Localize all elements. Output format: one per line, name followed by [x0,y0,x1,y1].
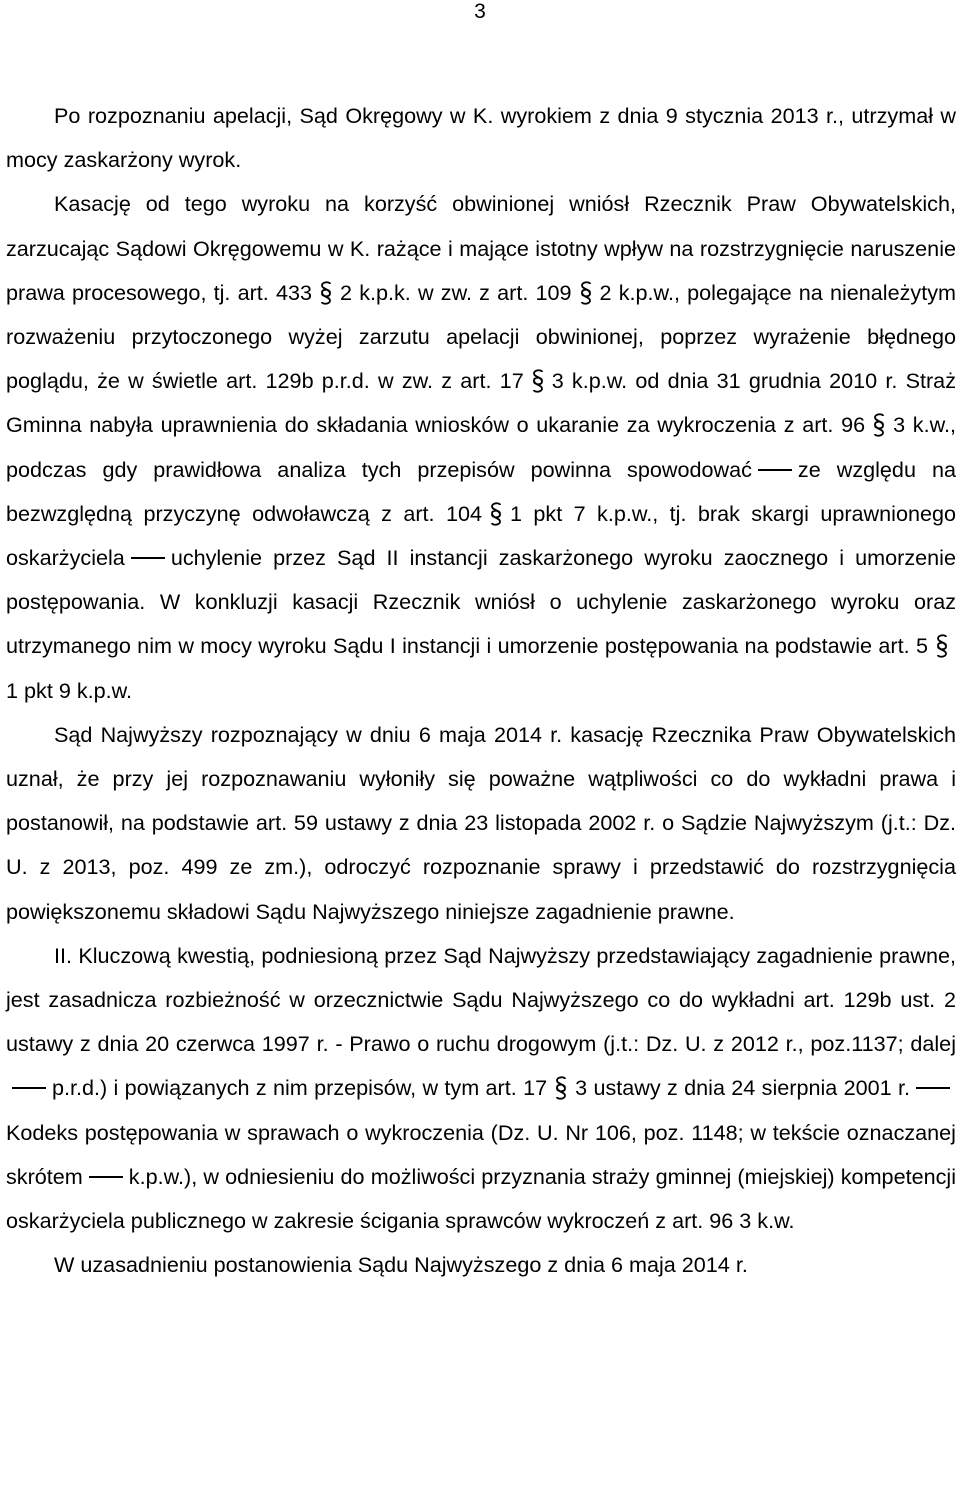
section-sign-icon [932,633,952,659]
text-segment: 2 k.p.k. w zw. z art. 109 [340,279,572,305]
dash-separator [12,1087,46,1089]
section-sign-icon [551,1075,571,1101]
text-segment: p.r.d.) i powiązanych z nim przepisów, w tym art. 17 [52,1075,548,1101]
section-sign-icon [576,280,596,306]
text-segment: 3 k.p.w. od dnia 31 grudnia 2010 r. Straż Gminna nabyła uprawnienia do składania wniosków o ukaranie za wykroczenia z art. 96 [6,368,956,438]
text-segment: ze względu na bezwzględną przyczynę odwoławczą z art. 104 [6,456,956,526]
text-segment: Sąd Najwyższy rozpoznający w dniu 6 maja 2014 r. kasację Rzecznika Praw Obywatelskich uznał, że przy jej rozpoznawaniu wyłoniły się poważne wątpliwości co do wykładni prawa i postanowił, na podstawie art. 59 ustawy z dnia 23 listopada 2002 r. o Sądzie Najwyższym (j.t.: Dz. U. z 2013, poz. 499 ze zm.), odroczyć rozpoznanie sprawy i przedstawić do rozstrzygnięcia powiększonemu składowi Sądu Najwyższego niniejsze zagadnienie prawne. [6,721,956,924]
text-segment: 3 k.w., podczas gdy prawidłowa analiza tych przepisów powinna spowodować [6,412,956,482]
text-segment: II. Kluczową kwestią, podniesioną przez Sąd Najwyższy przedstawiający zagadnienie prawne, jest zasadnicza rozbieżność w orzecznictwie Sądu Najwyższego co do wykładni art. 129b ust. 2 ustawy z dnia 20 czerwca 1997 r. - Prawo o ruchu drogowym (j.t.: Dz. U. z 2012 r., poz.1137; dalej [6,942,956,1057]
text-segment: 3 ustawy z dnia 24 sierpnia 2001 r. [575,1075,910,1101]
text-segment: 1 pkt 7 k.p.w., tj. brak skargi uprawnionego oskarżyciela [6,500,956,571]
text-segment: 1 pkt 9 k.p.w. [6,677,133,703]
text-segment: 2 k.p.w., polegające na nienależytym rozważeniu przytoczonego wyżej zarzutu apelacji obwinionej, poprzez wyrażenie błędnego poglądu, że w świetle art. 129b p.r.d. w zw. z art. 17 [6,279,956,394]
dash-separator [89,1176,123,1178]
paragraph-cassation [6,182,956,712]
dash-separator [131,557,165,559]
paragraph-section-ii [6,934,956,1243]
document-body [6,94,956,1287]
text-segment: W uzasadnieniu postanowienia Sądu Najwyższego z dnia 6 maja 2014 r. [54,1252,748,1278]
section-sign-icon [528,368,548,394]
text-segment: k.p.w.), w odniesieniu do możliwości przyznania straży gminnej (miejskiej) kompetencji oskarżyciela publicznego w zakresie ścigania sprawców wykroczeń z art. 96 3 k.w. [6,1163,956,1234]
paragraph-supreme-court-referral [6,713,956,934]
text-segment: uchylenie przez Sąd II instancji zaskarżonego wyroku zaocznego i umorzenie postępowania. W konkluzji kasacji Rzecznik wniósł o uchylenie zaskarżonego wyroku oraz utrzymanego nim w mocy wyroku Sądu I instancji i umorzenie postępowania na podstawie art. 5 [6,545,956,659]
section-sign-icon [869,412,889,438]
paragraph-justification [6,1243,956,1287]
paragraph-appeal-ruling [6,94,956,182]
section-sign-icon [316,280,336,306]
text-segment: Kodeks postępowania w sprawach o wykroczenia (Dz. U. Nr 106, poz. 1148; w tekście oznaczanej skrótem [6,1119,956,1189]
section-sign-icon [486,501,506,527]
text-segment: Kasację od tego wyroku na korzyść obwinionej wniósł Rzecznik Praw Obywatelskich, zarzucając Sądowi Okręgowemu w K. rażące i mające istotny wpływ na rozstrzygnięcie naruszenie prawa procesowego, tj. art. 433 [6,191,956,305]
dash-separator [916,1087,950,1089]
page-number: 3 [474,0,486,23]
dash-separator [758,469,792,471]
text-segment: Po rozpoznaniu apelacji, Sąd Okręgowy w K. wyrokiem z dnia 9 stycznia 2013 r., utrzymał w mocy zaskarżony wyrok. [6,103,956,173]
